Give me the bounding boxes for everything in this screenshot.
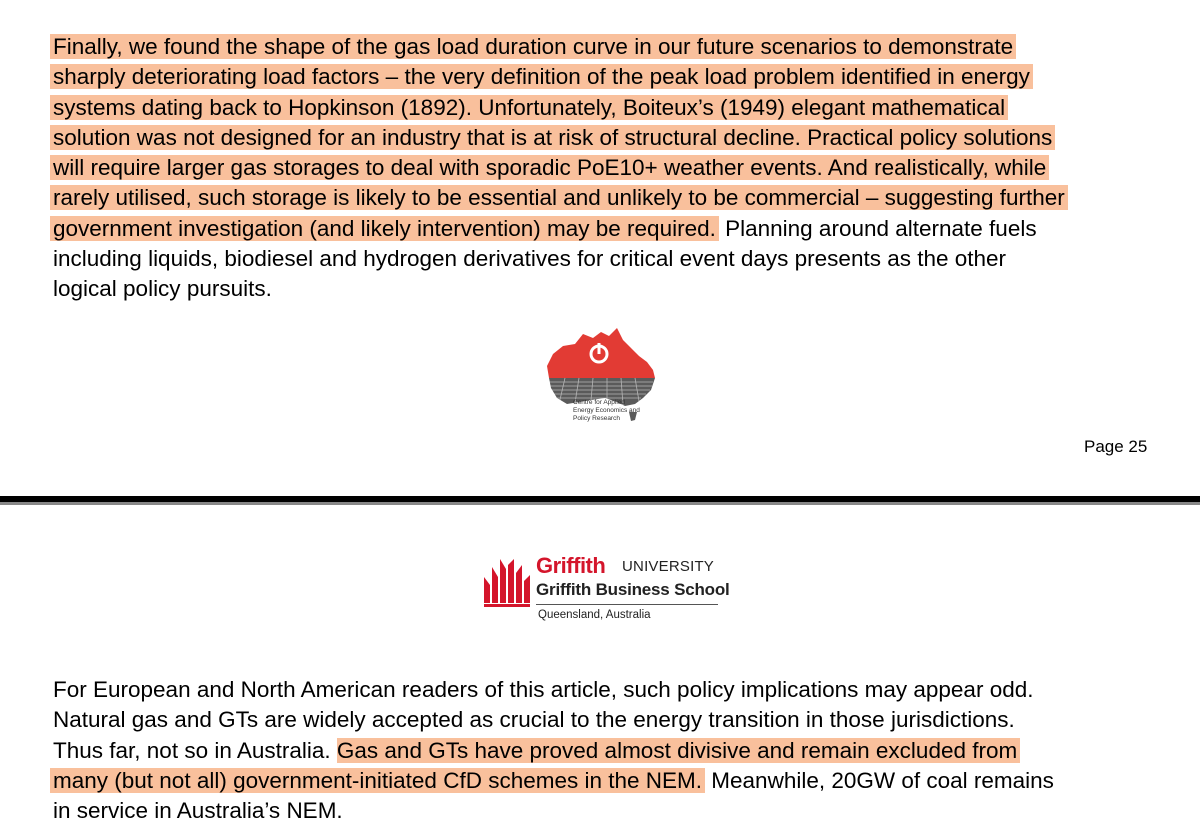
highlighted-text: Gas and GTs have proved almost divisive and remain excluded from <box>337 738 1020 763</box>
location-label: Queensland, Australia <box>538 609 651 621</box>
text-line <box>53 123 1068 153</box>
text-line <box>53 62 1068 92</box>
caeepr-logo-line-3: Policy Research <box>573 415 620 422</box>
text-line <box>53 32 1068 62</box>
text-line <box>53 214 1068 244</box>
text-segment: Natural gas and GTs are widely accepted as crucial to the energy transition in those jurisdictions. <box>53 707 1015 733</box>
text-line <box>53 766 1054 796</box>
body-paragraph-bottom <box>53 675 1054 826</box>
highlighted-text: sharply deteriorating load factors – the very definition of the peak load problem identified in energy <box>50 64 1033 89</box>
text-line <box>53 796 1054 826</box>
text-line <box>53 93 1068 123</box>
text-line <box>53 244 1068 274</box>
highlighted-text: government investigation (and likely intervention) may be required. <box>50 216 719 241</box>
text-segment: logical policy pursuits. <box>53 276 272 302</box>
text-segment: including liquids, biodiesel and hydrogen derivatives for critical event days presents as the other <box>53 246 1007 272</box>
text-segment: in service in Australia’s NEM. <box>53 798 343 824</box>
page-break-divider <box>0 496 1200 502</box>
university-label: UNIVERSITY <box>622 558 715 575</box>
page-number: Page 25 <box>1084 437 1148 456</box>
highlighted-text: many (but not all) government-initiated CfD schemes in the NEM. <box>50 768 705 793</box>
text-segment: Meanwhile, 20GW of coal remains <box>705 767 1054 793</box>
text-line <box>53 705 1054 735</box>
caeepr-logo <box>545 326 657 426</box>
text-line <box>53 274 1068 304</box>
highlighted-text: Finally, we found the shape of the gas load duration curve in our future scenarios to demonstrate <box>50 34 1016 59</box>
highlighted-text: solution was not designed for an industry that is at risk of structural decline. Practical policy solutions <box>50 125 1055 150</box>
text-segment: Planning around alternate fuels <box>718 215 1037 241</box>
highlighted-text: rarely utilised, such storage is likely to be essential and unlikely to be commercial – suggesting further <box>50 185 1068 210</box>
logo-rule <box>536 604 718 605</box>
griffith-logo <box>482 553 730 627</box>
griffith-crest-icon <box>482 555 534 607</box>
griffith-name: Griffith <box>536 553 606 578</box>
text-line <box>53 153 1068 183</box>
highlighted-text: systems dating back to Hopkinson (1892). Unfortunately, Boiteux’s (1949) elegant mathematical <box>50 95 1008 120</box>
text-line <box>53 736 1054 766</box>
caeepr-logo-line-1: Centre for Applied <box>573 399 626 406</box>
text-segment: For European and North American readers of this article, such policy implications may appear odd. <box>53 677 1034 702</box>
caeepr-logo-line-2: Energy Economics and <box>573 407 640 414</box>
school-name: Griffith Business School <box>536 580 730 599</box>
highlighted-text: will require larger gas storages to deal with sporadic PoE10+ weather events. And realistically, while <box>50 155 1049 180</box>
body-paragraph-top <box>53 32 1068 305</box>
text-line <box>53 183 1068 213</box>
text-segment: Thus far, not so in Australia. <box>53 737 337 763</box>
text-line <box>53 675 1054 705</box>
